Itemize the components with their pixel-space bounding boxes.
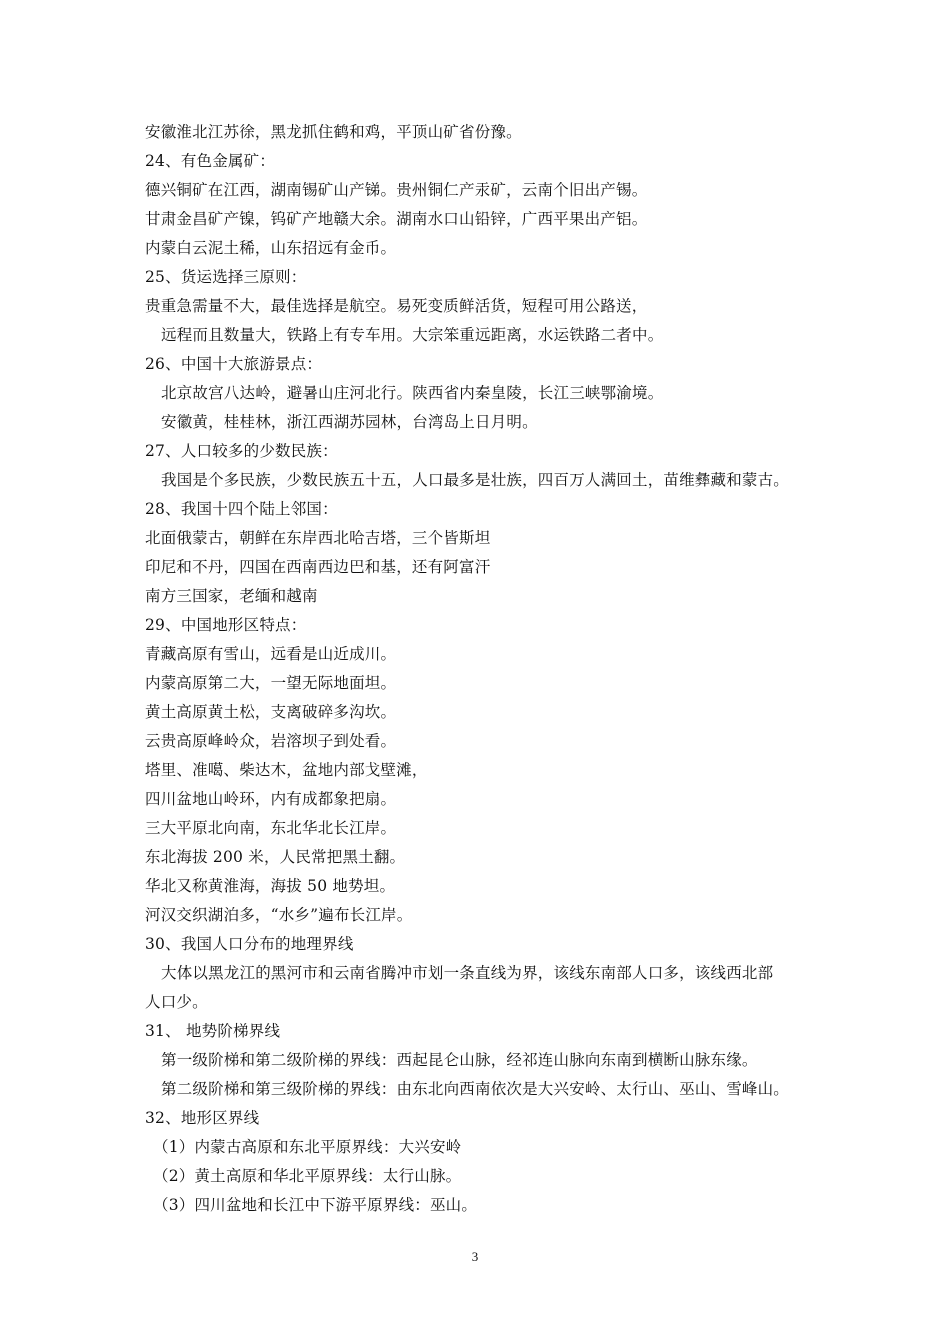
text-line: 印尼和不丹，四国在西南西边巴和基，还有阿富汗 [145,558,491,576]
section-heading: 24、有色金属矿： [145,152,276,170]
text-line: 第二级阶梯和第三级阶梯的界线：由东北向西南依次是大兴安岭、太行山、巫山、雪峰山。 [161,1080,790,1098]
text-line: 四川盆地山岭环，内有成都象把扇。 [145,790,397,808]
text-line: 我国是个多民族，少数民族五十五，人口最多是壮族，四百万人满回土，苗维彝藏和蒙古。 [161,471,790,489]
text-line: 内蒙白云泥土稀，山东招远有金币。 [145,239,397,257]
section-heading: 25、货运选择三原则： [145,268,307,286]
text-line: 内蒙高原第二大，一望无际地面坦。 [145,674,397,692]
text-line: 塔里、准噶、柴达木，盆地内部戈壁滩， [145,761,428,779]
text-line: 北面俄蒙古，朝鲜在东岸西北哈吉塔，三个皆斯坦 [145,529,491,547]
section-heading: 32、地形区界线 [145,1109,260,1127]
section-heading: 30、我国人口分布的地理界线 [145,935,354,953]
text-line: 河汉交织湖泊多，“水乡”遍布长江岸。 [145,906,413,924]
text-line: 北京故宫八达岭，避暑山庄河北行。陕西省内秦皇陵，长江三峡鄂渝境。 [161,384,664,402]
list-item: （1）内蒙古高原和东北平原界线：大兴安岭 [153,1138,462,1156]
text-line: 青藏高原有雪山，远看是山近成川。 [145,645,397,663]
text-line: 第一级阶梯和第二级阶梯的界线：西起昆仑山脉，经祁连山脉向东南到横断山脉东缘。 [161,1051,758,1069]
text-line: 远程而且数量大，铁路上有专车用。大宗笨重远距离，水运铁路二者中。 [161,326,664,344]
text-line: 大体以黑龙江的黑河市和云南省腾冲市划一条直线为界，该线东南部人口多，该线西北部 [161,964,774,982]
text-line: 安徽淮北江苏徐，黑龙抓住鹤和鸡，平顶山矿省份豫。 [145,123,522,141]
section-heading: 29、中国地形区特点： [145,616,307,634]
text-line: 德兴铜矿在江西，湖南锡矿山产锑。贵州铜仁产汞矿，云南个旧出产锡。 [145,181,648,199]
section-heading: 27、人口较多的少数民族： [145,442,338,460]
list-item: （3）四川盆地和长江中下游平原界线：巫山。 [153,1196,478,1214]
text-line: 三大平原北向南，东北华北长江岸。 [145,819,397,837]
section-heading: 28、我国十四个陆上邻国： [145,500,338,518]
section-heading: 26、中国十大旅游景点： [145,355,323,373]
text-line: 华北又称黄淮海，海拔 50 地势坦。 [145,877,396,895]
document-body [145,118,820,1220]
text-line: 南方三国家，老缅和越南 [145,587,318,605]
page-number: 3 [471,1249,479,1264]
text-line: 黄土高原黄土松，支离破碎多沟坎。 [145,703,397,721]
section-heading: 31、 地势阶梯界线 [145,1022,281,1040]
text-line: 贵重急需量不大，最佳选择是航空。易死变质鲜活货，短程可用公路送， [145,297,648,315]
list-item: （2）黄土高原和华北平原界线：太行山脉。 [153,1167,462,1185]
text-line: 人口少。 [145,993,208,1011]
text-line: 安徽黄，桂桂林，浙江西湖苏园林，台湾岛上日月明。 [161,413,538,431]
text-line: 东北海拔 200 米，人民常把黑土翻。 [145,848,406,866]
text-line: 云贵高原峰岭众，岩溶坝子到处看。 [145,732,397,750]
text-line: 甘肃金昌矿产镍，钨矿产地赣大余。湖南水口山铅锌，广西平果出产铝。 [145,210,648,228]
